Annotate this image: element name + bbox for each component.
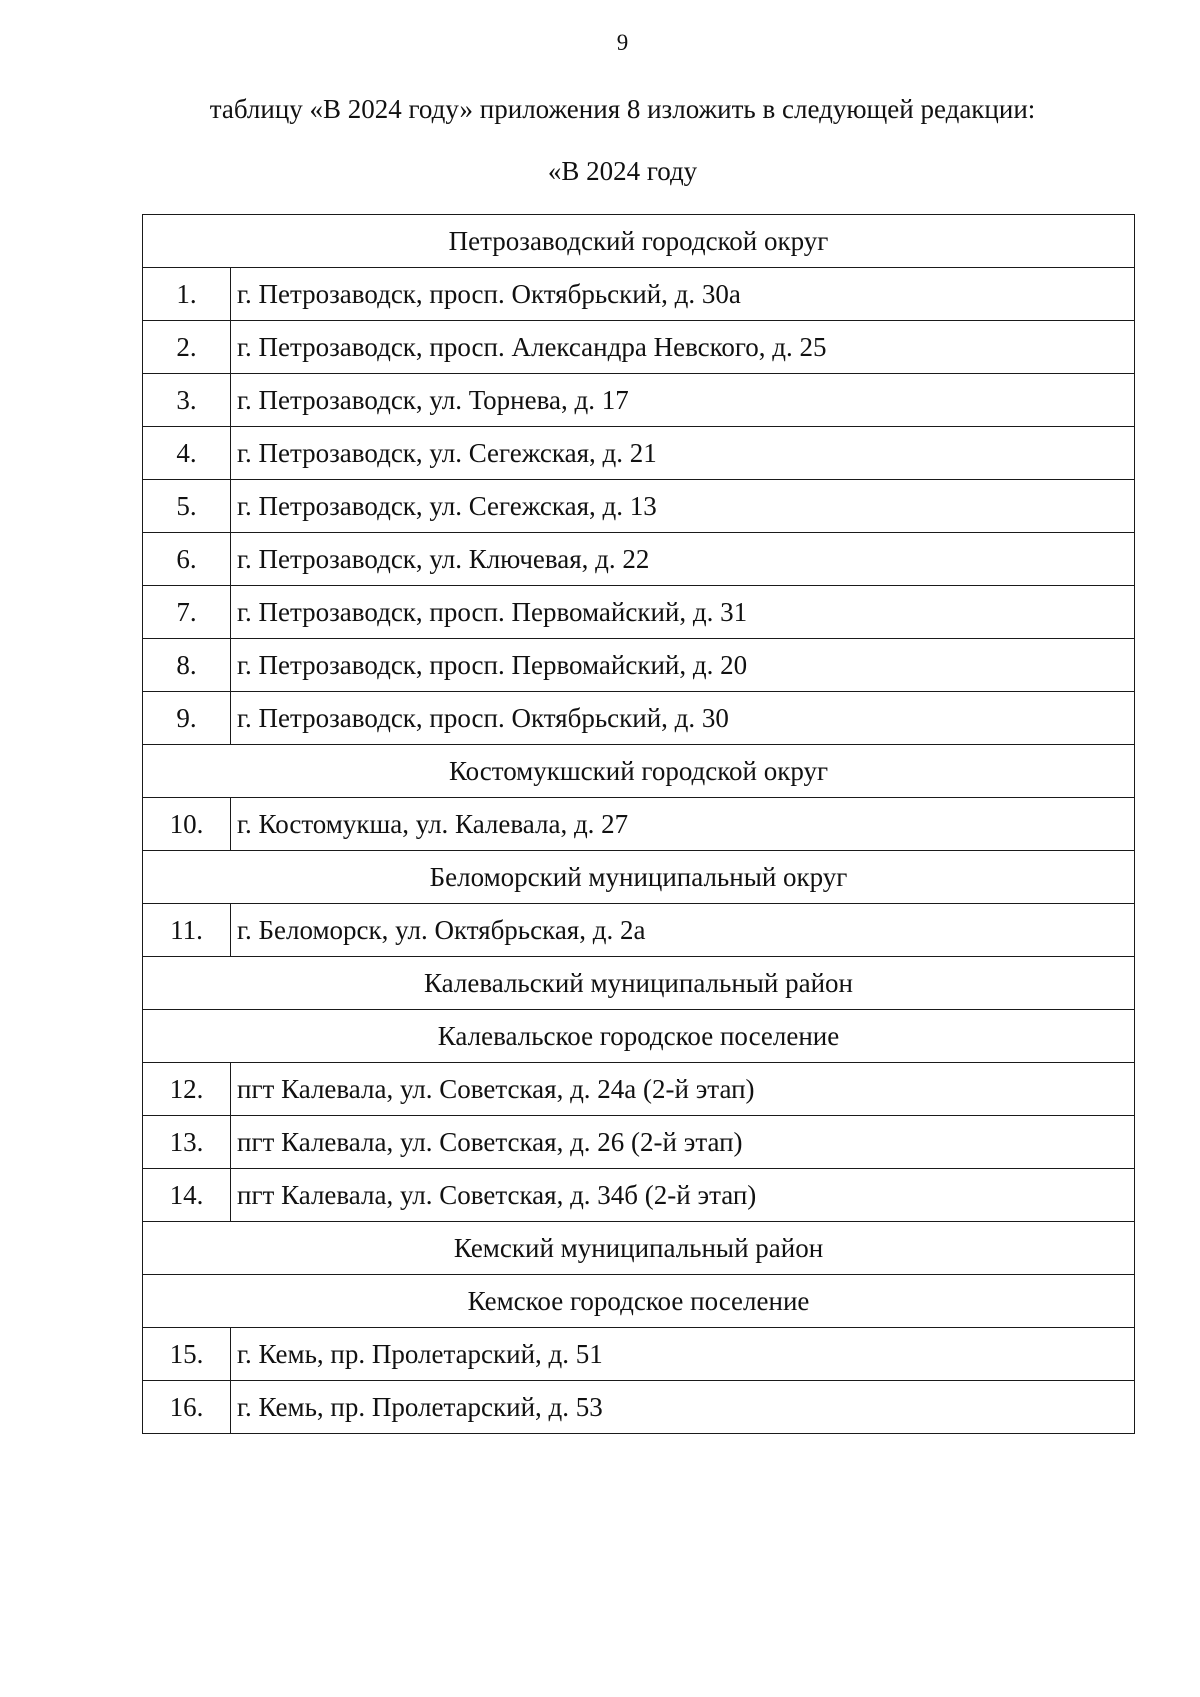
row-number: 12.	[143, 1063, 231, 1116]
section-header-row	[143, 957, 1135, 1010]
address-cell: г. Петрозаводск, просп. Октябрьский, д. 30	[231, 692, 1135, 745]
section-header: Петрозаводский городской округ	[143, 215, 1135, 268]
section-header-row	[143, 1275, 1135, 1328]
address-cell: г. Петрозаводск, ул. Торнева, д. 17	[231, 374, 1135, 427]
table-row	[143, 692, 1135, 745]
table-row	[143, 427, 1135, 480]
address-cell: г. Петрозаводск, просп. Александра Невского, д. 25	[231, 321, 1135, 374]
address-table-body	[143, 215, 1135, 1434]
table-caption: «В 2024 году	[547, 156, 698, 186]
address-cell: г. Петрозаводск, просп. Первомайский, д. 31	[231, 586, 1135, 639]
section-header: Костомукшский городской округ	[143, 745, 1135, 798]
address-table	[142, 214, 1135, 1434]
row-number: 9.	[143, 692, 231, 745]
section-header: Кемское городское поселение	[143, 1275, 1135, 1328]
table-row	[143, 321, 1135, 374]
intro-paragraph: таблицу «В 2024 году» приложения 8 изложить в следующей редакции:	[209, 94, 1036, 124]
address-cell: г. Петрозаводск, ул. Сегежская, д. 21	[231, 427, 1135, 480]
section-header-row	[143, 1010, 1135, 1063]
section-header: Калевальский муниципальный район	[143, 957, 1135, 1010]
address-cell: пгт Калевала, ул. Советская, д. 34б (2-й этап)	[231, 1169, 1135, 1222]
table-row	[143, 1063, 1135, 1116]
row-number: 10.	[143, 798, 231, 851]
section-header-row	[143, 1222, 1135, 1275]
row-number: 3.	[143, 374, 231, 427]
row-number: 8.	[143, 639, 231, 692]
address-cell: г. Костомукша, ул. Калевала, д. 27	[231, 798, 1135, 851]
table-row	[143, 268, 1135, 321]
table-row	[143, 639, 1135, 692]
address-cell: пгт Калевала, ул. Советская, д. 24а (2-й этап)	[231, 1063, 1135, 1116]
address-cell: г. Кемь, пр. Пролетарский, д. 53	[231, 1381, 1135, 1434]
table-row	[143, 1381, 1135, 1434]
section-header: Калевальское городское поселение	[143, 1010, 1135, 1063]
section-header: Кемский муниципальный район	[143, 1222, 1135, 1275]
table-row	[143, 1169, 1135, 1222]
row-number: 7.	[143, 586, 231, 639]
address-cell: г. Кемь, пр. Пролетарский, д. 51	[231, 1328, 1135, 1381]
table-row	[143, 480, 1135, 533]
table-row	[143, 374, 1135, 427]
address-cell: г. Беломорск, ул. Октябрьская, д. 2а	[231, 904, 1135, 957]
address-cell: г. Петрозаводск, просп. Октябрьский, д. 30а	[231, 268, 1135, 321]
address-cell: г. Петрозаводск, ул. Сегежская, д. 13	[231, 480, 1135, 533]
table-row	[143, 904, 1135, 957]
address-cell: г. Петрозаводск, просп. Первомайский, д. 20	[231, 639, 1135, 692]
row-number: 1.	[143, 268, 231, 321]
row-number: 14.	[143, 1169, 231, 1222]
table-row	[143, 1328, 1135, 1381]
row-number: 4.	[143, 427, 231, 480]
table-row	[143, 798, 1135, 851]
section-header-row	[143, 745, 1135, 798]
section-header: Беломорский муниципальный округ	[143, 851, 1135, 904]
section-header-row	[143, 215, 1135, 268]
row-number: 2.	[143, 321, 231, 374]
address-cell: пгт Калевала, ул. Советская, д. 26 (2-й этап)	[231, 1116, 1135, 1169]
row-number: 11.	[143, 904, 231, 957]
table-row	[143, 533, 1135, 586]
section-header-row	[143, 851, 1135, 904]
page-number: 9	[616, 30, 629, 55]
row-number: 6.	[143, 533, 231, 586]
address-cell: г. Петрозаводск, ул. Ключевая, д. 22	[231, 533, 1135, 586]
table-row	[143, 586, 1135, 639]
row-number: 13.	[143, 1116, 231, 1169]
row-number: 16.	[143, 1381, 231, 1434]
row-number: 15.	[143, 1328, 231, 1381]
table-row	[143, 1116, 1135, 1169]
row-number: 5.	[143, 480, 231, 533]
